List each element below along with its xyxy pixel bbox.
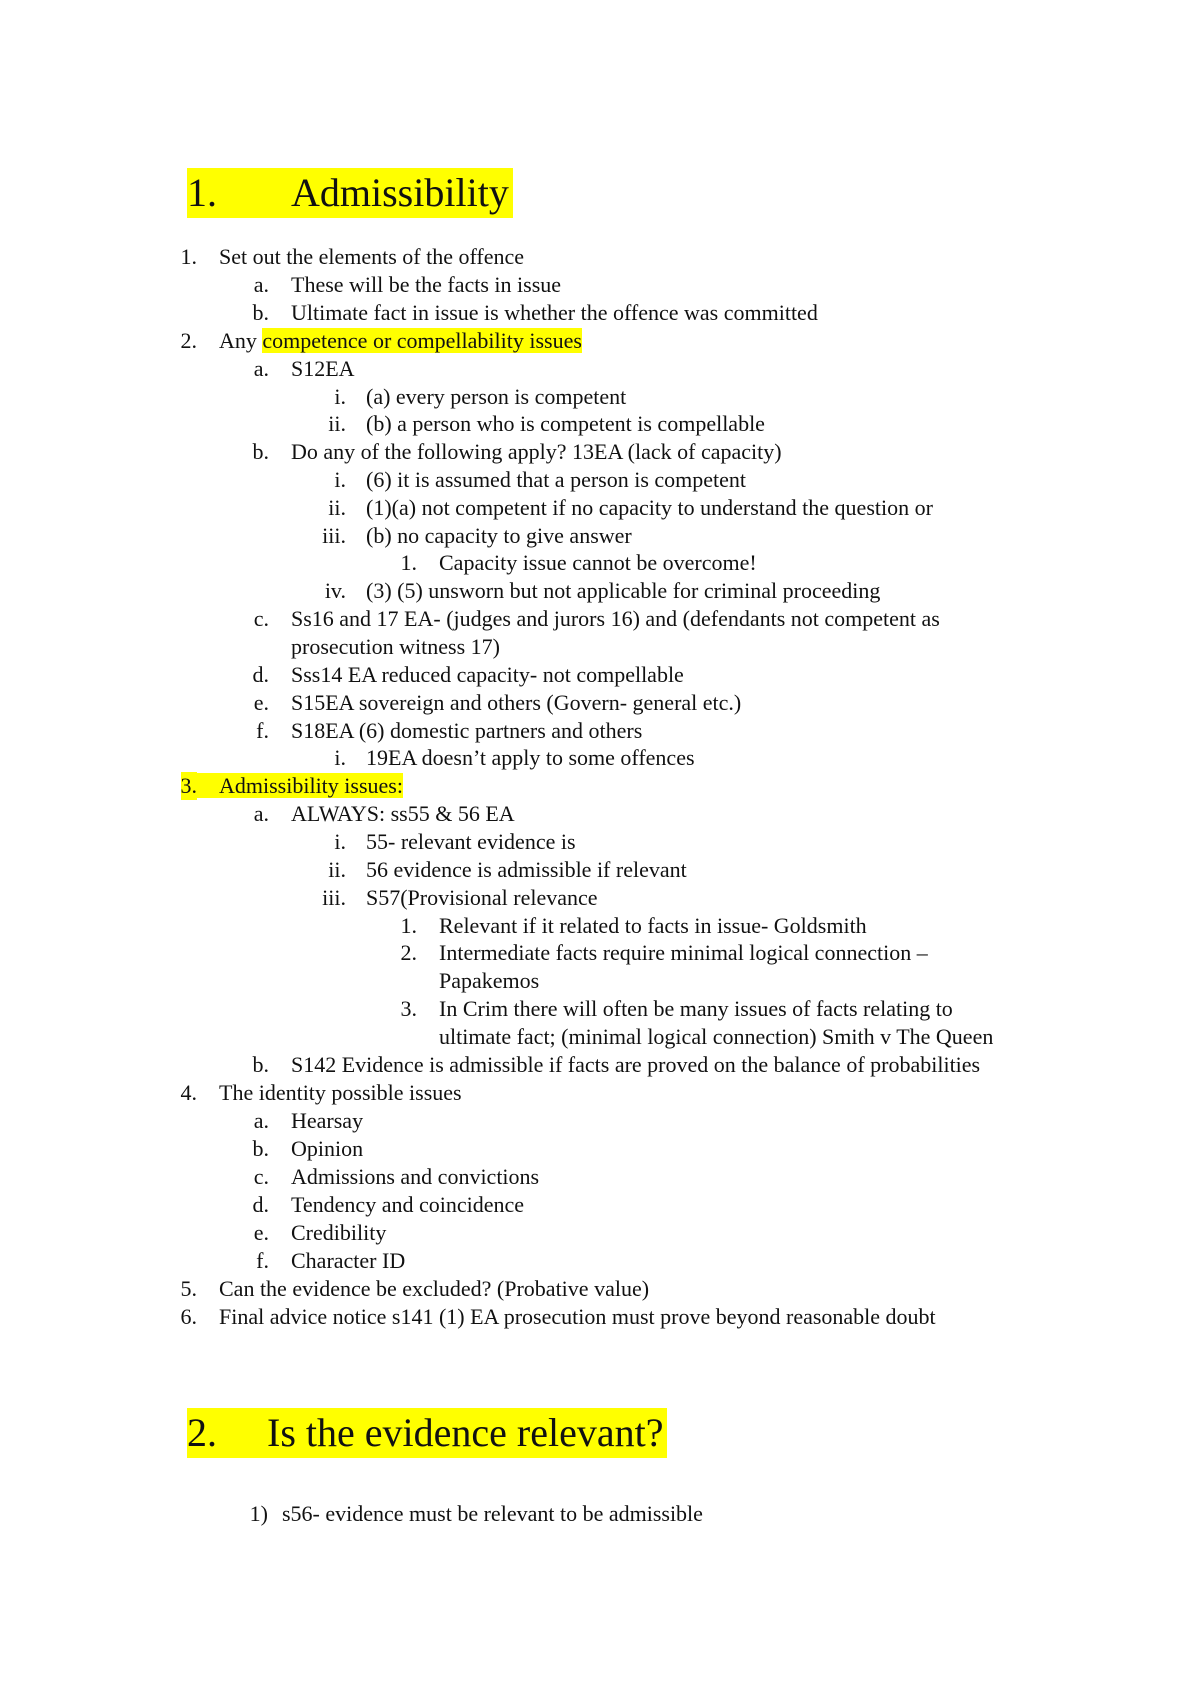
list-item — [0, 355, 1200, 383]
list-marker: 1. — [400, 550, 417, 575]
list-item — [0, 1135, 1200, 1163]
list-marker: 2. — [400, 940, 417, 965]
list-item-text: 19EA doesn’t apply to some offences — [366, 745, 695, 770]
list-item-text: Hearsay — [291, 1108, 364, 1133]
list-marker: ii. — [328, 411, 346, 436]
list-item — [0, 939, 1200, 967]
list-marker: b. — [252, 1052, 269, 1077]
list-item-text: Tendency and coincidence — [291, 1192, 525, 1217]
list-item-text: (1)(a) not competent if no capacity to understand the question or — [366, 495, 933, 520]
list-item-text: Sss14 EA reduced capacity- not compellable — [291, 662, 684, 687]
list-marker: iii. — [322, 523, 346, 548]
list-marker: iii. — [322, 885, 346, 910]
list-item — [0, 1163, 1200, 1191]
section-title: Admissibility — [291, 170, 509, 215]
highlighted-text: competence or compellability issues — [262, 328, 582, 353]
list-item-text: Can the evidence be excluded? (Probative value) — [219, 1276, 650, 1301]
list-item-text: S18EA (6) domestic partners and others — [291, 718, 643, 743]
list-item-text: ultimate fact; (minimal logical connection) Smith v The Queen — [439, 1024, 994, 1049]
list-item-text: Papakemos — [439, 968, 540, 993]
list-marker: b. — [252, 1136, 269, 1161]
list-item-text: prosecution witness 17) — [291, 634, 500, 659]
list-item-text: Do any of the following apply? 13EA (lack of capacity) — [291, 439, 782, 464]
list-item — [0, 884, 1200, 912]
list-item — [0, 383, 1200, 411]
list-item — [0, 912, 1200, 940]
list-item — [0, 494, 1200, 522]
list-marker: c. — [253, 606, 269, 631]
list-item-text-plain: Any — [219, 328, 263, 353]
list-item — [0, 717, 1200, 745]
list-item-text: Character ID — [291, 1248, 406, 1273]
list-marker: f. — [256, 1248, 269, 1273]
list-item — [0, 800, 1200, 828]
section-heading-admissibility — [187, 168, 513, 218]
list-item — [0, 243, 1200, 271]
list-item — [0, 327, 1200, 355]
list-item — [0, 1191, 1200, 1219]
list-marker: a. — [253, 272, 269, 297]
list-item-text: Set out the elements of the offence — [219, 244, 525, 269]
list-marker: ii. — [328, 495, 346, 520]
list-item-text: 56 evidence is admissible if relevant — [366, 857, 687, 882]
list-marker: i. — [334, 745, 346, 770]
list-item — [0, 689, 1200, 717]
list-item — [0, 271, 1200, 299]
list-item-text: In Crim there will often be many issues of facts relating to — [439, 996, 953, 1021]
list-item — [0, 410, 1200, 438]
list-marker: i. — [334, 384, 346, 409]
list-item — [0, 1079, 1200, 1107]
list-marker: d. — [252, 662, 269, 687]
list-item — [0, 967, 1200, 995]
list-marker: 4. — [180, 1080, 197, 1105]
list-item-text: Relevant if it related to facts in issue- Goldsmith — [439, 913, 867, 938]
list-item — [0, 828, 1200, 856]
list-item-text: 55- relevant evidence is — [366, 829, 576, 854]
list-item-text: Intermediate facts require minimal logical connection – — [439, 940, 928, 965]
list-item — [0, 466, 1200, 494]
list-marker: 2. — [180, 328, 197, 353]
list-item-text: (a) every person is competent — [366, 384, 627, 409]
list-marker: 6. — [180, 1304, 197, 1329]
list-item — [0, 1247, 1200, 1275]
list-marker: iv. — [324, 578, 346, 603]
list-marker: 1. — [400, 913, 417, 938]
list-marker: i. — [334, 829, 346, 854]
list-item — [0, 661, 1200, 689]
list-item-text: (6) it is assumed that a person is competent — [366, 467, 747, 492]
list-marker: e. — [253, 690, 269, 715]
list-item-text: Final advice notice s141 (1) EA prosecution must prove beyond reasonable doubt — [219, 1304, 936, 1329]
section-title: Is the evidence relevant? — [267, 1410, 664, 1455]
list-marker: i. — [334, 467, 346, 492]
section-number: 2. — [187, 1410, 217, 1455]
highlighted-text: Admissibility issues: — [197, 773, 403, 798]
list-item-text: The identity possible issues — [219, 1080, 462, 1105]
list-item-text: Admissions and convictions — [291, 1164, 540, 1189]
list-item — [0, 1107, 1200, 1135]
list-item-text: Ultimate fact in issue is whether the offence was committed — [291, 300, 818, 325]
list-item-text: S57(Provisional relevance — [366, 885, 598, 910]
list-item — [0, 1023, 1200, 1051]
list-item-text: Capacity issue cannot be overcome! — [439, 550, 757, 575]
list-marker: a. — [253, 1108, 269, 1133]
list-item — [0, 549, 1200, 577]
list-item-text: s56- evidence must be relevant to be admissible — [282, 1501, 703, 1526]
section-number: 1. — [187, 170, 217, 215]
list-marker: b. — [252, 439, 269, 464]
list-item — [0, 1500, 1200, 1528]
list-marker: f. — [256, 718, 269, 743]
list-marker: 5. — [180, 1276, 197, 1301]
list-marker: a. — [253, 801, 269, 826]
list-item-text: These will be the facts in issue — [291, 272, 562, 297]
list-item-text: S142 Evidence is admissible if facts are proved on the balance of probabilities — [291, 1052, 981, 1077]
list-item — [0, 856, 1200, 884]
list-item — [0, 577, 1200, 605]
list-item-text — [219, 327, 582, 355]
list-marker: ii. — [328, 857, 346, 882]
list-item — [0, 744, 1200, 772]
list-item — [0, 522, 1200, 550]
list-marker: e. — [253, 1220, 269, 1245]
list-item — [0, 438, 1200, 466]
list-item-text — [197, 772, 403, 800]
list-marker: 1. — [180, 244, 197, 269]
list-item-text: Ss16 and 17 EA- (judges and jurors 16) and (defendants not competent as — [291, 606, 940, 631]
list-item-text: S15EA sovereign and others (Govern- general etc.) — [291, 690, 742, 715]
list-item-text: (b) a person who is competent is compellable — [366, 411, 765, 436]
list-item-text: (b) no capacity to give answer — [366, 523, 632, 548]
list-item-text: (3) (5) unsworn but not applicable for criminal proceeding — [366, 578, 881, 603]
list-marker: 1) — [249, 1501, 268, 1526]
list-item — [0, 1303, 1200, 1331]
list-marker: 3. — [400, 996, 417, 1021]
list-item — [0, 633, 1200, 661]
list-item — [0, 299, 1200, 327]
list-marker: 3. — [180, 773, 197, 798]
list-item-text: S12EA — [291, 356, 355, 381]
list-marker: d. — [252, 1192, 269, 1217]
section-heading-relevance — [187, 1408, 667, 1458]
list-item — [0, 1219, 1200, 1247]
list-marker: b. — [252, 300, 269, 325]
list-marker: a. — [253, 356, 269, 381]
list-item-text: ALWAYS: ss55 & 56 EA — [291, 801, 515, 826]
list-item — [0, 605, 1200, 633]
list-item — [0, 1051, 1200, 1079]
list-item — [0, 772, 1200, 800]
list-item — [0, 995, 1200, 1023]
list-marker: c. — [253, 1164, 269, 1189]
list-item-text: Opinion — [291, 1136, 364, 1161]
list-item-text: Credibility — [291, 1220, 387, 1245]
list-item — [0, 1275, 1200, 1303]
